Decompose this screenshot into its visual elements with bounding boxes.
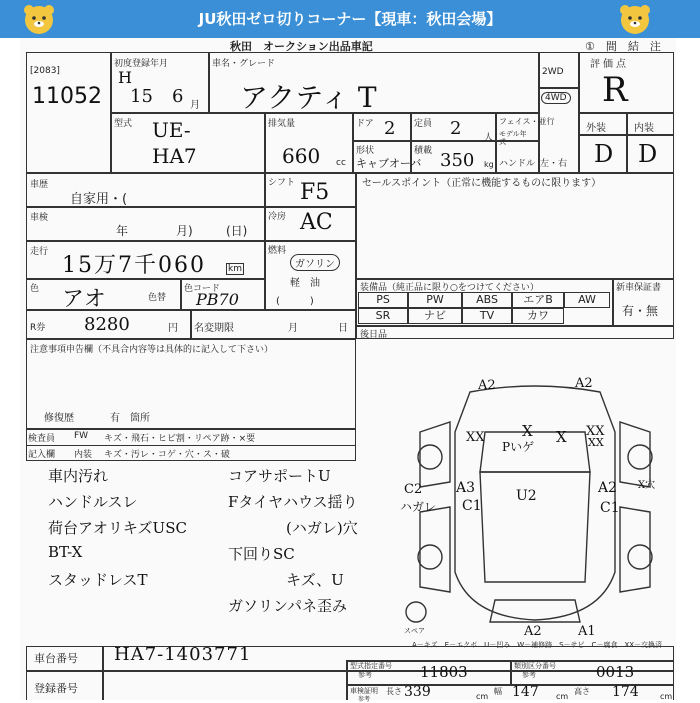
mileage-label: 走行 [30,247,49,257]
name-change-month: 月 [288,323,298,334]
remark-2: ハンドルスレ [48,493,138,511]
seats-value: 2 [450,118,462,139]
dmg-x-2: X [556,428,567,446]
car-diagram [400,372,670,642]
ac-value: AC [300,210,333,235]
header-title: JU秋田ゼロ切りコーナー【現車：秋田会場】 [198,10,502,28]
warranty-label: 新車保証書 [616,283,662,293]
inspect-day: (日) [226,224,248,238]
doors-label: ドア [356,119,374,129]
type-no-sub: 参考 [358,671,372,679]
load-label: 積載 [414,146,433,156]
doors-value: 2 [384,118,396,139]
steer-options: 左・右 [540,159,568,169]
inspector-fw: FW [74,431,89,441]
int-score: D [638,140,658,168]
face-label: フェイス・並行 [499,117,555,126]
dmg-u2: U2 [516,488,537,504]
wid-label: 幅 [494,687,502,696]
dmg-c1-right: C1 [600,500,620,516]
reg-year: 15 [130,86,153,107]
color-code: PB70 [196,290,239,309]
remark-9: 下回りSC [228,545,295,563]
model-label: 型式 [114,119,133,129]
category-no-sub: 参考 [522,671,536,679]
remark-6: コアサポートU [228,467,331,485]
warranty-value: 有・無 [622,304,659,318]
equipment-item: SR [358,308,408,324]
dmg-xx-fender: XX [588,436,604,449]
len-label: 長さ [386,687,402,696]
dmg-xx-left: XX [466,430,485,445]
dmg-a2-front-right: A2 [575,376,593,391]
fuel-other: ( ) [276,296,314,307]
dmg-a2-front-left: A2 [478,378,496,393]
form-value: キャブオーバ [356,157,422,170]
int-label: 内装 [634,123,654,134]
dmg-c2: C2 [404,482,423,497]
wid-value: 147 [512,684,539,700]
fuel-label: 燃料 [268,246,287,256]
hei-label: 高さ [574,687,590,696]
sales-point-label: セールスポイント（正常に機能するものに限ります） [362,178,602,189]
len-value: 339 [404,684,431,700]
inspect-label: 車検 [30,213,49,223]
remark-7: Fタイヤハウス揺り [228,493,358,511]
name-change-day: 日 [338,323,348,334]
remark-11: ガソリンパネ歪み [228,597,347,615]
entry-label: 記入欄 [28,450,56,460]
fuel-gasoline-circled: ガソリン [290,254,340,271]
dmg-x-1: X [522,422,533,440]
category-value: 自家用・( [70,192,128,207]
lot-code: [2083] [30,66,60,76]
remark-8: (ハガレ)穴 [286,519,358,537]
car-label: 車名・グレード [212,59,276,69]
damage-legend: A－キズ E－エクボ U－凹み W－補修跡 S－サビ C－腐食 XX－交換済 [412,641,663,649]
bear-logo-icon [618,3,652,35]
chassis-value: HA7-1403771 [114,644,252,665]
color-label: 色 [30,284,40,294]
engine-unit: cc [336,158,346,168]
dmg-x-hole: X穴 [638,480,656,491]
reg-month-unit: 月 [190,100,200,111]
engine-label: 排気量 [268,119,296,129]
shift-value: F5 [300,180,330,205]
model-year-label: モデル年式 [499,130,527,146]
sheet-title-right: ① 間 結 注 [585,40,661,53]
load-unit: kg [484,160,494,169]
inspector-marks: キズ・飛石・ヒビ割・リペア跡・×要 [104,434,256,444]
ac-label: 冷房 [268,212,287,222]
remark-10: キズ、U [286,571,344,589]
reg-no-label: 登録番号 [34,682,78,695]
shift-label: シフト [268,178,296,188]
recycle-value: 8280 [84,314,130,335]
lot-number: 11052 [32,84,102,109]
seats-unit: 人 [484,133,494,143]
equipment-item: ABS [462,292,512,308]
dmg-a2-rear: A2 [524,624,542,639]
color-change-label: 色替 [148,293,167,303]
back-seat-label: 後日品 [360,330,388,340]
dmg-a1-rear: A1 [578,624,596,639]
drive-4wd-circled: 4WD [541,92,571,104]
remark-3: 荷台アオリキズUSC [48,519,187,537]
dims-sub: 参考 [358,696,371,703]
type-no-label: 型式指定番号 [350,662,392,670]
entry-interior: 内装 [74,450,93,460]
mileage-value: 15万7千060 [62,253,206,278]
category-label: 車歴 [30,180,49,190]
form-label: 形状 [356,146,375,156]
drive-2wd: 2WD [542,67,564,77]
spare-label: スペア [404,627,425,635]
dmg-panel: Pいゲ [502,440,535,454]
equipment-label: 装備品（純正品に限り○をつけてください） [360,283,539,293]
equipment-item: AW [564,292,610,308]
len-unit: cm [476,692,489,701]
dmg-a3: A3 [456,480,476,496]
repair-place: 箇所 [130,413,150,424]
ext-label: 外装 [586,123,606,134]
header-bar [0,0,700,38]
score-label: 評価点 [590,59,629,70]
repair-label: 修復歴 [44,413,74,424]
model-line2: HA7 [152,144,197,168]
load-value: 350 [440,150,475,171]
recycle-unit: 円 [168,323,178,334]
category-no-label: 類別区分番号 [514,662,556,670]
equipment-item: エアB [512,292,564,308]
wid-unit: cm [556,692,569,701]
dmg-peel: ハガレ [400,500,437,514]
hei-value: 174 [612,684,639,700]
equipment-item: PS [358,292,408,308]
score-value: R [602,70,628,110]
entry-marks: キズ・汚レ・コゲ・穴・ス・破 [104,450,230,460]
name-change-label: 名変期限 [194,323,234,334]
steer-label: ハンドル [499,159,536,169]
type-no-value: 11803 [420,663,468,681]
remark-1: 車内汚れ [48,467,109,485]
dmg-a2-right: A2 [598,480,618,496]
equipment-item: PW [408,292,462,308]
color-code-label: 色コード [184,284,221,294]
remark-4: BT-X [48,543,83,561]
equipment-item: TV [462,308,512,324]
inspect-year: 年 [116,224,129,238]
notes-label: 注意事項申告欄（不具合内容等は具体的に記入して下さい） [30,345,274,355]
dims-label: 車検証明 [350,687,378,695]
chassis-label: 車台番号 [34,652,78,665]
color-value: アオ [62,287,106,312]
recycle-label: R券 [30,323,46,333]
dmg-xx-right: XX [586,424,605,439]
reg-month: 6 [172,86,184,107]
equipment-item: カワ [512,308,564,324]
category-no-value: 0013 [596,663,635,681]
car-name: アクティ T [240,81,377,114]
mileage-unit: km [228,264,242,274]
inspector-label: 検査員 [28,434,56,444]
model-line1: UE- [152,118,191,142]
repair-value: 有 [110,413,120,424]
seats-label: 定員 [414,119,433,129]
inspect-month: 月) [176,224,193,238]
fuel-diesel: 軽 油 [290,278,320,289]
engine-value: 660 [282,144,321,168]
reg-era: H [118,68,132,87]
reg-label: 初度登録年月 [114,59,169,69]
sheet-title: 秋田 オークション出品車記 [230,40,373,53]
remark-5: スタッドレスT [48,571,148,589]
equipment-item: ナビ [408,308,462,324]
dmg-c1-left: C1 [462,498,482,514]
ext-score: D [594,140,614,168]
hei-unit: cm [660,692,673,701]
